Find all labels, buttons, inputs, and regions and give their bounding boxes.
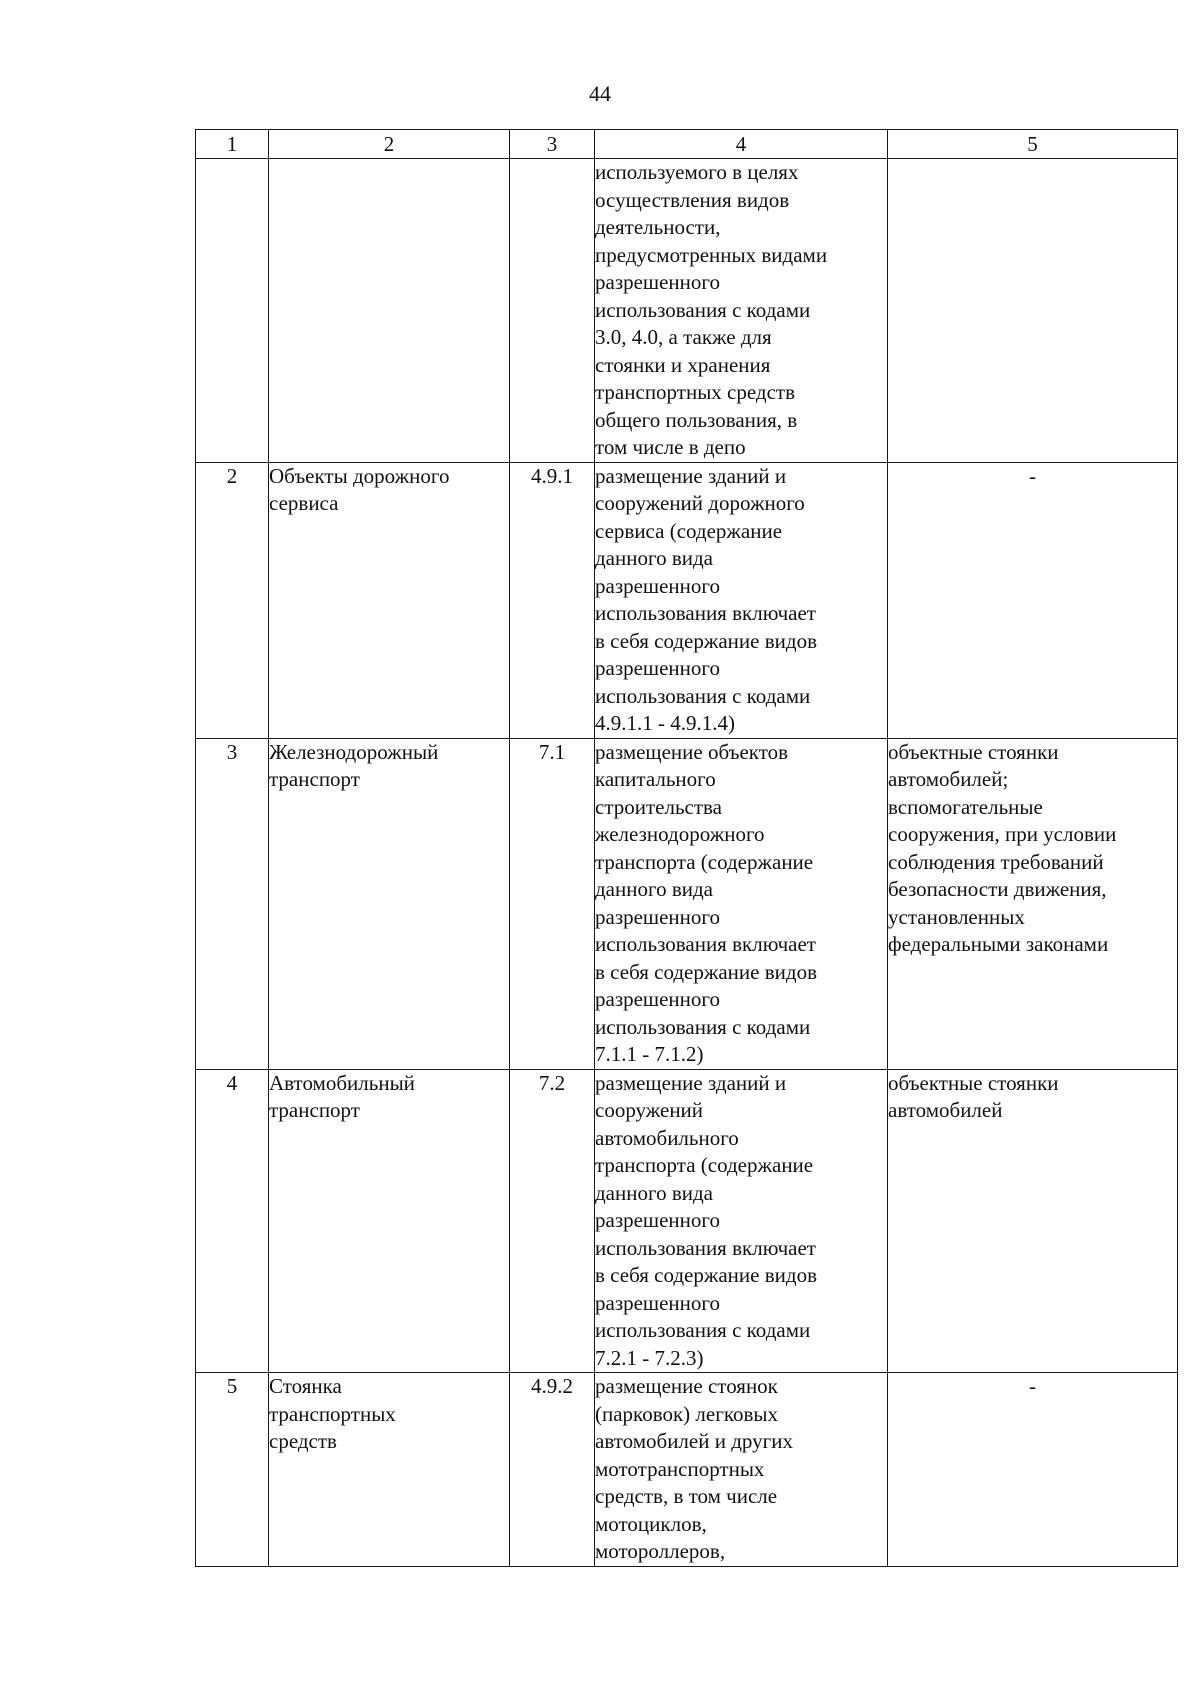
use-code: [510, 159, 595, 463]
use-name: [269, 159, 510, 463]
use-name: Железнодорожный транспорт: [269, 738, 510, 1069]
table-row: [196, 159, 1178, 463]
row-number: 5: [196, 1373, 269, 1567]
table-row: [196, 738, 1178, 1069]
use-name: Стоянка транспортных средств: [269, 1373, 510, 1567]
header-col-3: 3: [510, 130, 595, 159]
use-description: размещение стоянок (парковок) легковых автомобилей и других мототранспортных средств, в том числе мотоциклов, мотороллеров,: [595, 1373, 888, 1567]
page-number: 44: [589, 81, 611, 106]
auxiliary-uses: [888, 159, 1178, 463]
use-name: Объекты дорожного сервиса: [269, 462, 510, 738]
header-col-4: 4: [595, 130, 888, 159]
use-code: 4.9.2: [510, 1373, 595, 1567]
use-code: 4.9.1: [510, 462, 595, 738]
use-name: Автомобильный транспорт: [269, 1069, 510, 1373]
use-code: 7.1: [510, 738, 595, 1069]
use-description: используемого в целях осуществления видов деятельности, предусмотренных видами разрешенного использования с кодами 3.0, 4.0, а также для стоянки и хранения транспортных средств общего пользования, в том числе в депо: [595, 159, 888, 463]
auxiliary-uses: -: [888, 462, 1178, 738]
row-number: 2: [196, 462, 269, 738]
use-description: размещение объектов капитального строительства железнодорожного транспорта (содержание данного вида разрешенного использования включает в себя содержание видов разрешенного использования с кодами 7.1.1 - 7.1.2): [595, 738, 888, 1069]
row-number: 4: [196, 1069, 269, 1373]
header-row: [196, 130, 1178, 159]
use-description: размещение зданий и сооружений автомобильного транспорта (содержание данного вида разрешенного использования включает в себя содержание видов разрешенного использования с кодами 7.2.1 - 7.2.3): [595, 1069, 888, 1373]
auxiliary-uses: -: [888, 1373, 1178, 1567]
land-use-table: [195, 129, 1178, 1567]
header-col-2: 2: [269, 130, 510, 159]
auxiliary-uses: объектные стоянки автомобилей; вспомогательные сооружения, при условии соблюдения требований безопасности движения, установленных федеральными законами: [888, 738, 1178, 1069]
row-number: [196, 159, 269, 463]
table-row: [196, 462, 1178, 738]
use-code: 7.2: [510, 1069, 595, 1373]
table-row: [196, 1373, 1178, 1567]
header-col-1: 1: [196, 130, 269, 159]
use-description: размещение зданий и сооружений дорожного сервиса (содержание данного вида разрешенного использования включает в себя содержание видов разрешенного использования с кодами 4.9.1.1 - 4.9.1.4): [595, 462, 888, 738]
auxiliary-uses: объектные стоянки автомобилей: [888, 1069, 1178, 1373]
table-row: [196, 1069, 1178, 1373]
header-col-5: 5: [888, 130, 1178, 159]
row-number: 3: [196, 738, 269, 1069]
